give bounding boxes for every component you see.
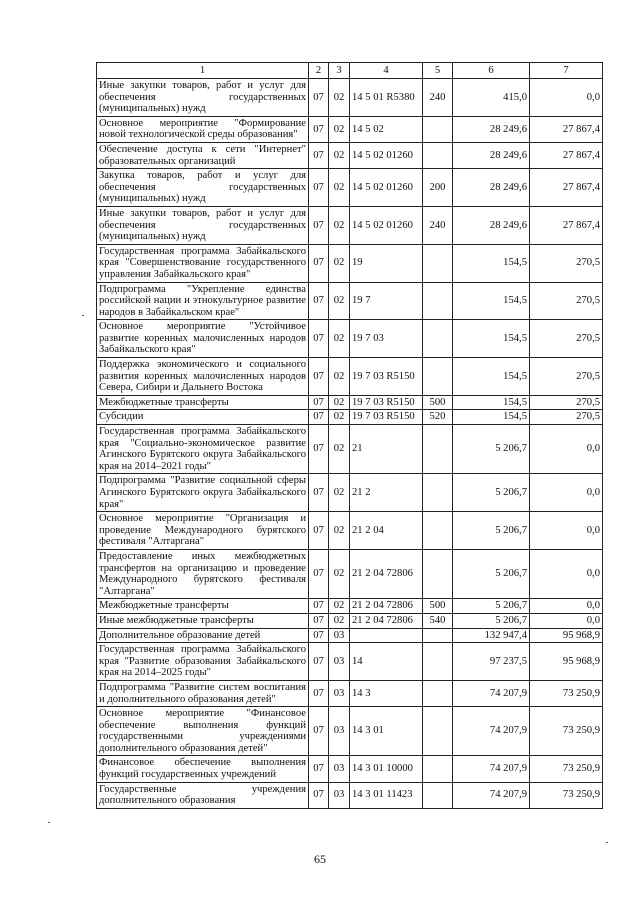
row-amount-year-2: 95 968,9 <box>530 628 603 643</box>
row-target-code: 14 5 02 <box>350 116 423 142</box>
row-name: Закупка товаров, работ и услуг для обеспечения государственных (муниципальных) нужд <box>97 169 309 207</box>
row-section: 07 <box>309 680 329 706</box>
row-amount-year-1: 154,5 <box>453 410 530 425</box>
row-name: Государственная программа Забайкальского края "Совершенствование государственного управления Забайкальского края" <box>97 244 309 282</box>
row-expense-type <box>423 680 453 706</box>
row-section: 07 <box>309 613 329 628</box>
row-name: Поддержка экономического и социального развития коренных малочисленных народов Севера, Сибири и Дальнего Востока <box>97 358 309 396</box>
row-subsection: 03 <box>329 782 350 808</box>
row-section: 07 <box>309 474 329 512</box>
row-target-code: 19 7 03 R5150 <box>350 410 423 425</box>
row-expense-type <box>423 756 453 782</box>
row-expense-type <box>423 782 453 808</box>
row-section: 07 <box>309 512 329 550</box>
table-row <box>97 425 603 474</box>
row-expense-type: 500 <box>423 599 453 614</box>
row-amount-year-2: 270,5 <box>530 282 603 320</box>
row-name: Иные закупки товаров, работ и услуг для обеспечения государственных (муниципальных) нужд <box>97 79 309 117</box>
row-section: 07 <box>309 320 329 358</box>
row-expense-type <box>423 512 453 550</box>
header-col-1: 1 <box>97 63 309 79</box>
row-amount-year-2: 270,5 <box>530 395 603 410</box>
row-target-code: 14 3 01 11423 <box>350 782 423 808</box>
row-target-code: 19 7 03 R5150 <box>350 358 423 396</box>
row-expense-type <box>423 320 453 358</box>
row-subsection: 02 <box>329 169 350 207</box>
row-subsection: 03 <box>329 628 350 643</box>
scan-speck <box>82 315 84 316</box>
row-expense-type <box>423 474 453 512</box>
table-row <box>97 142 603 168</box>
row-name: Подпрограмма "Укрепление единства российской нации и этнокультурное развитие народов в Забайкальском крае" <box>97 282 309 320</box>
table-row <box>97 474 603 512</box>
row-section: 07 <box>309 410 329 425</box>
row-section: 07 <box>309 142 329 168</box>
header-col-4: 4 <box>350 63 423 79</box>
row-name: Обеспечение доступа к сети "Интернет" образовательных организаций <box>97 142 309 168</box>
row-name: Финансовое обеспечение выполнения функций государственных учреждений <box>97 756 309 782</box>
row-target-code: 14 3 <box>350 680 423 706</box>
table-row <box>97 613 603 628</box>
row-amount-year-1: 28 249,6 <box>453 142 530 168</box>
row-amount-year-2: 270,5 <box>530 410 603 425</box>
row-name: Государственная программа Забайкальского края "Социально-экономическое развитие Агинского Бурятского округа Забайкальского края на 2014–2021 годы" <box>97 425 309 474</box>
row-expense-type <box>423 643 453 681</box>
row-subsection: 02 <box>329 599 350 614</box>
header-col-3: 3 <box>329 63 350 79</box>
row-amount-year-2: 0,0 <box>530 425 603 474</box>
row-amount-year-1: 28 249,6 <box>453 169 530 207</box>
row-section: 07 <box>309 756 329 782</box>
row-target-code: 14 3 01 10000 <box>350 756 423 782</box>
table-row <box>97 628 603 643</box>
row-expense-type: 200 <box>423 169 453 207</box>
row-target-code: 19 <box>350 244 423 282</box>
table-row <box>97 395 603 410</box>
table-row <box>97 79 603 117</box>
row-amount-year-1: 5 206,7 <box>453 549 530 598</box>
row-section: 07 <box>309 599 329 614</box>
row-name: Предоставление иных межбюджетных трансфертов на организацию и проведение Международного бурятского фестиваля "Алтаргана" <box>97 549 309 598</box>
row-expense-type <box>423 707 453 756</box>
row-name: Государственная программа Забайкальского края "Развитие образования Забайкальского края на 2014–2025 годы" <box>97 643 309 681</box>
row-amount-year-1: 154,5 <box>453 358 530 396</box>
row-amount-year-2: 0,0 <box>530 474 603 512</box>
row-subsection: 02 <box>329 549 350 598</box>
row-subsection: 02 <box>329 474 350 512</box>
table-row <box>97 244 603 282</box>
table-row <box>97 116 603 142</box>
row-subsection: 02 <box>329 206 350 244</box>
row-target-code: 21 2 <box>350 474 423 512</box>
row-expense-type: 540 <box>423 613 453 628</box>
table-row <box>97 680 603 706</box>
row-section: 07 <box>309 244 329 282</box>
row-subsection: 03 <box>329 756 350 782</box>
row-amount-year-1: 154,5 <box>453 395 530 410</box>
row-subsection: 02 <box>329 613 350 628</box>
row-amount-year-2: 0,0 <box>530 79 603 117</box>
row-target-code: 19 7 <box>350 282 423 320</box>
row-expense-type: 500 <box>423 395 453 410</box>
header-col-5: 5 <box>423 63 453 79</box>
table-row <box>97 782 603 808</box>
row-amount-year-1: 5 206,7 <box>453 512 530 550</box>
scan-speck <box>606 842 608 843</box>
row-section: 07 <box>309 707 329 756</box>
row-section: 07 <box>309 628 329 643</box>
table-row <box>97 169 603 207</box>
table-row <box>97 206 603 244</box>
row-amount-year-2: 95 968,9 <box>530 643 603 681</box>
row-section: 07 <box>309 116 329 142</box>
row-expense-type <box>423 358 453 396</box>
row-expense-type <box>423 628 453 643</box>
table-row <box>97 707 603 756</box>
row-subsection: 02 <box>329 410 350 425</box>
row-amount-year-2: 270,5 <box>530 358 603 396</box>
row-amount-year-1: 415,0 <box>453 79 530 117</box>
row-amount-year-1: 5 206,7 <box>453 474 530 512</box>
row-name: Дополнительное образование детей <box>97 628 309 643</box>
row-target-code: 19 7 03 R5150 <box>350 395 423 410</box>
row-amount-year-2: 270,5 <box>530 320 603 358</box>
row-name: Основное мероприятие "Организация и проведение Международного бурятского фестиваля "Алтаргана" <box>97 512 309 550</box>
row-section: 07 <box>309 169 329 207</box>
row-amount-year-2: 27 867,4 <box>530 116 603 142</box>
row-amount-year-1: 154,5 <box>453 244 530 282</box>
table-body <box>97 79 603 809</box>
header-row <box>97 63 603 79</box>
row-target-code: 14 5 01 R5380 <box>350 79 423 117</box>
row-amount-year-2: 270,5 <box>530 244 603 282</box>
budget-table <box>96 62 603 809</box>
row-expense-type <box>423 142 453 168</box>
table-row <box>97 599 603 614</box>
row-amount-year-1: 74 207,9 <box>453 680 530 706</box>
row-section: 07 <box>309 79 329 117</box>
row-subsection: 02 <box>329 425 350 474</box>
row-amount-year-1: 5 206,7 <box>453 599 530 614</box>
header-col-7: 7 <box>530 63 603 79</box>
row-amount-year-1: 5 206,7 <box>453 425 530 474</box>
row-amount-year-1: 154,5 <box>453 282 530 320</box>
row-amount-year-1: 132 947,4 <box>453 628 530 643</box>
row-target-code: 21 2 04 <box>350 512 423 550</box>
row-expense-type <box>423 425 453 474</box>
row-name: Основное мероприятие "Формирование новой технологической среды образования" <box>97 116 309 142</box>
row-target-code: 14 5 02 01260 <box>350 169 423 207</box>
row-expense-type <box>423 282 453 320</box>
row-amount-year-2: 73 250,9 <box>530 782 603 808</box>
row-subsection: 02 <box>329 358 350 396</box>
scan-speck <box>48 822 50 823</box>
row-expense-type <box>423 244 453 282</box>
row-name: Иные межбюджетные трансферты <box>97 613 309 628</box>
row-amount-year-2: 73 250,9 <box>530 680 603 706</box>
row-target-code: 14 5 02 01260 <box>350 142 423 168</box>
row-section: 07 <box>309 782 329 808</box>
table-row <box>97 410 603 425</box>
row-subsection: 02 <box>329 320 350 358</box>
row-subsection: 03 <box>329 680 350 706</box>
row-target-code: 21 2 04 72806 <box>350 599 423 614</box>
row-amount-year-2: 27 867,4 <box>530 206 603 244</box>
row-subsection: 02 <box>329 282 350 320</box>
row-target-code: 14 3 01 <box>350 707 423 756</box>
row-section: 07 <box>309 282 329 320</box>
row-amount-year-2: 73 250,9 <box>530 707 603 756</box>
table-row <box>97 282 603 320</box>
row-expense-type: 240 <box>423 206 453 244</box>
row-name: Подпрограмма "Развитие социальной сферы Агинского Бурятского округа Забайкальского края" <box>97 474 309 512</box>
row-subsection: 03 <box>329 643 350 681</box>
row-amount-year-1: 28 249,6 <box>453 206 530 244</box>
row-name: Межбюджетные трансферты <box>97 599 309 614</box>
table-row <box>97 643 603 681</box>
row-amount-year-1: 74 207,9 <box>453 707 530 756</box>
row-subsection: 02 <box>329 142 350 168</box>
document-page <box>96 62 602 809</box>
row-expense-type <box>423 549 453 598</box>
row-target-code: 14 5 02 01260 <box>350 206 423 244</box>
row-target-code: 21 <box>350 425 423 474</box>
row-name: Иные закупки товаров, работ и услуг для обеспечения государственных (муниципальных) нужд <box>97 206 309 244</box>
row-section: 07 <box>309 206 329 244</box>
row-amount-year-2: 73 250,9 <box>530 756 603 782</box>
row-amount-year-1: 74 207,9 <box>453 782 530 808</box>
row-subsection: 02 <box>329 395 350 410</box>
row-subsection: 02 <box>329 116 350 142</box>
row-section: 07 <box>309 549 329 598</box>
row-amount-year-1: 5 206,7 <box>453 613 530 628</box>
row-target-code: 21 2 04 72806 <box>350 549 423 598</box>
row-target-code: 21 2 04 72806 <box>350 613 423 628</box>
row-name: Межбюджетные трансферты <box>97 395 309 410</box>
table-row <box>97 358 603 396</box>
row-amount-year-1: 97 237,5 <box>453 643 530 681</box>
row-amount-year-1: 154,5 <box>453 320 530 358</box>
table-row <box>97 320 603 358</box>
row-amount-year-1: 28 249,6 <box>453 116 530 142</box>
row-name: Субсидии <box>97 410 309 425</box>
row-section: 07 <box>309 643 329 681</box>
row-subsection: 02 <box>329 244 350 282</box>
table-row <box>97 756 603 782</box>
row-expense-type <box>423 116 453 142</box>
row-name: Государственные учреждения дополнительного образования <box>97 782 309 808</box>
page-number: 65 <box>314 852 326 866</box>
row-subsection: 02 <box>329 79 350 117</box>
header-col-2: 2 <box>309 63 329 79</box>
row-amount-year-2: 0,0 <box>530 549 603 598</box>
row-amount-year-2: 0,0 <box>530 613 603 628</box>
row-name: Основное мероприятие "Устойчивое развитие коренных малочисленных народов Забайкальского края" <box>97 320 309 358</box>
row-subsection: 03 <box>329 707 350 756</box>
row-name: Основное мероприятие "Финансовое обеспечение выполнения функций государственными учреждениями дополнительного образования детей" <box>97 707 309 756</box>
row-target-code: 14 <box>350 643 423 681</box>
row-name: Подпрограмма "Развитие систем воспитания и дополнительного образования детей" <box>97 680 309 706</box>
row-amount-year-1: 74 207,9 <box>453 756 530 782</box>
row-section: 07 <box>309 358 329 396</box>
row-amount-year-2: 0,0 <box>530 599 603 614</box>
header-col-6: 6 <box>453 63 530 79</box>
row-amount-year-2: 0,0 <box>530 512 603 550</box>
table-row <box>97 512 603 550</box>
row-section: 07 <box>309 395 329 410</box>
row-amount-year-2: 27 867,4 <box>530 142 603 168</box>
row-target-code: 19 7 03 <box>350 320 423 358</box>
row-target-code <box>350 628 423 643</box>
row-subsection: 02 <box>329 512 350 550</box>
table-row <box>97 549 603 598</box>
row-section: 07 <box>309 425 329 474</box>
row-expense-type: 520 <box>423 410 453 425</box>
row-amount-year-2: 27 867,4 <box>530 169 603 207</box>
row-expense-type: 240 <box>423 79 453 117</box>
